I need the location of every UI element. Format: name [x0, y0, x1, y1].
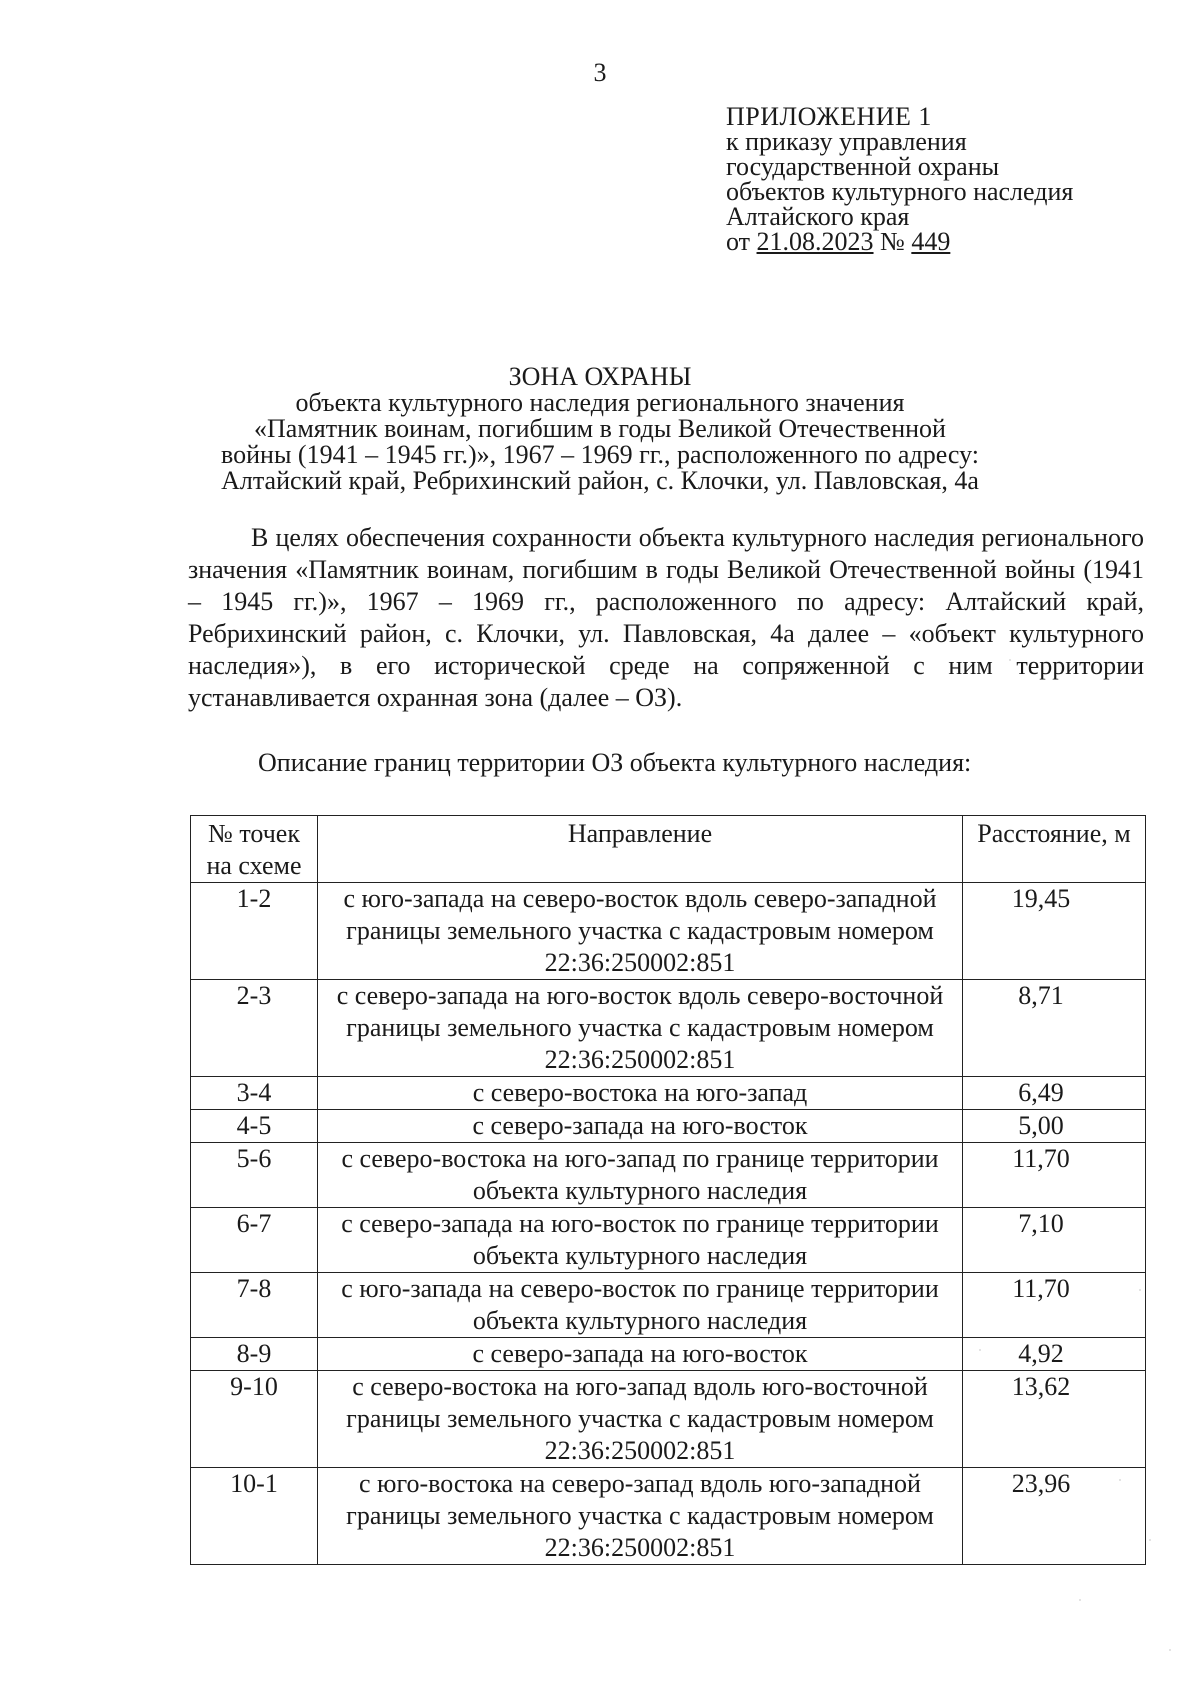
cell-direction: с северо-запада на юго-восток по границе территории объекта культурного наследия — [318, 1208, 963, 1273]
zone-title-block — [0, 364, 1200, 494]
table-row — [191, 1208, 1146, 1273]
cell-points: 8-9 — [191, 1338, 318, 1371]
cell-direction: с северо-запада на юго-восток вдоль северо-восточной границы земельного участка с кадастровым номером 22:36:250002:851 — [318, 980, 963, 1077]
intro-paragraph: В целях обеспечения сохранности объекта культурного наследия регионального значения «Памятник воинам, погибшим в годы Великой Отечественной войны (1941 – 1945 гг.)», 1967 – 1969 гг., расположенного по адресу: Алтайский край, Ребрихинский район, с. Клочки, ул. Павловская, 4а далее – «объект культурного наследия»), в его исторической среде на сопряженной с ним территории устанавливается охранная зона (далее – ОЗ). — [188, 523, 1144, 712]
cell-direction: с северо-запада на юго-восток — [318, 1338, 963, 1371]
table-header-row — [191, 816, 1146, 883]
cell-points: 4-5 — [191, 1110, 318, 1143]
cell-points: 2-3 — [191, 980, 318, 1077]
cell-direction: с северо-востока на юго-запад — [318, 1077, 963, 1110]
cell-points: 6-7 — [191, 1208, 318, 1273]
description-title: Описание границ территории ОЗ объекта культурного наследия: — [258, 748, 972, 777]
cell-distance: 11,70 — [963, 1143, 1146, 1208]
order-date: 21.08.2023 — [756, 227, 874, 256]
cell-direction: с северо-запада на юго-восток — [318, 1110, 963, 1143]
table-row — [191, 1371, 1146, 1468]
appendix-date-line — [726, 229, 1073, 254]
table-row — [191, 1143, 1146, 1208]
zone-title: ЗОНА ОХРАНЫ — [508, 362, 692, 391]
cell-direction: с юго-востока на северо-запад вдоль юго-западной границы земельного участка с кадастровым номером 22:36:250002:851 — [318, 1468, 963, 1565]
appendix-title: ПРИЛОЖЕНИЕ 1 — [726, 102, 932, 131]
appendix-block — [726, 104, 1073, 254]
cell-points: 5-6 — [191, 1143, 318, 1208]
number-prefix: № — [873, 227, 912, 256]
cell-distance: 8,71 — [963, 980, 1146, 1077]
zone-subtitle-line: Алтайский край, Ребрихинский район, с. Клочки, ул. Павловская, 4а — [221, 466, 979, 495]
header-distance: Расстояние, м — [963, 816, 1146, 883]
cell-points: 9-10 — [191, 1371, 318, 1468]
cell-points: 3-4 — [191, 1077, 318, 1110]
cell-direction: с северо-востока на юго-запад вдоль юго-восточной границы земельного участка с кадастровым номером 22:36:250002:851 — [318, 1371, 963, 1468]
header-direction: Направление — [318, 816, 963, 883]
table-row — [191, 1468, 1146, 1565]
table-row — [191, 1273, 1146, 1338]
cell-distance: 19,45 — [963, 883, 1146, 980]
appendix-line: государственной охраны — [726, 152, 1000, 181]
cell-direction: с юго-запада на северо-восток по границе территории объекта культурного наследия — [318, 1273, 963, 1338]
cell-distance: 5,00 — [963, 1110, 1146, 1143]
table-row — [191, 980, 1146, 1077]
cell-distance: 7,10 — [963, 1208, 1146, 1273]
cell-points: 1-2 — [191, 883, 318, 980]
cell-points: 10-1 — [191, 1468, 318, 1565]
zone-subtitle-line: войны (1941 – 1945 гг.)», 1967 – 1969 гг., расположенного по адресу: — [221, 440, 979, 469]
appendix-line: к приказу управления — [726, 127, 967, 156]
appendix-line: объектов культурного наследия — [726, 177, 1074, 206]
table-row — [191, 1110, 1146, 1143]
appendix-line: Алтайского края — [726, 202, 910, 231]
table-row — [191, 1338, 1146, 1371]
borders-table — [190, 815, 1146, 1565]
page-number: 3 — [593, 58, 607, 87]
cell-direction: с юго-запада на северо-восток вдоль северо-западной границы земельного участка с кадастровым номером 22:36:250002:851 — [318, 883, 963, 980]
cell-distance: 13,62 — [963, 1371, 1146, 1468]
cell-points: 7-8 — [191, 1273, 318, 1338]
table-row — [191, 1077, 1146, 1110]
order-number: 449 — [911, 227, 951, 256]
zone-subtitle-line: объекта культурного наследия регионального значения — [295, 388, 905, 417]
cell-distance: 4,92 — [963, 1338, 1146, 1371]
zone-subtitle-line: «Памятник воинам, погибшим в годы Великой Отечественной — [254, 414, 946, 443]
cell-distance: 6,49 — [963, 1077, 1146, 1110]
cell-distance: 11,70 — [963, 1273, 1146, 1338]
cell-direction: с северо-востока на юго-запад по границе территории объекта культурного наследия — [318, 1143, 963, 1208]
table-row — [191, 883, 1146, 980]
cell-distance: 23,96 — [963, 1468, 1146, 1565]
header-points: № точек на схеме — [191, 816, 318, 883]
date-prefix: от — [726, 227, 757, 256]
